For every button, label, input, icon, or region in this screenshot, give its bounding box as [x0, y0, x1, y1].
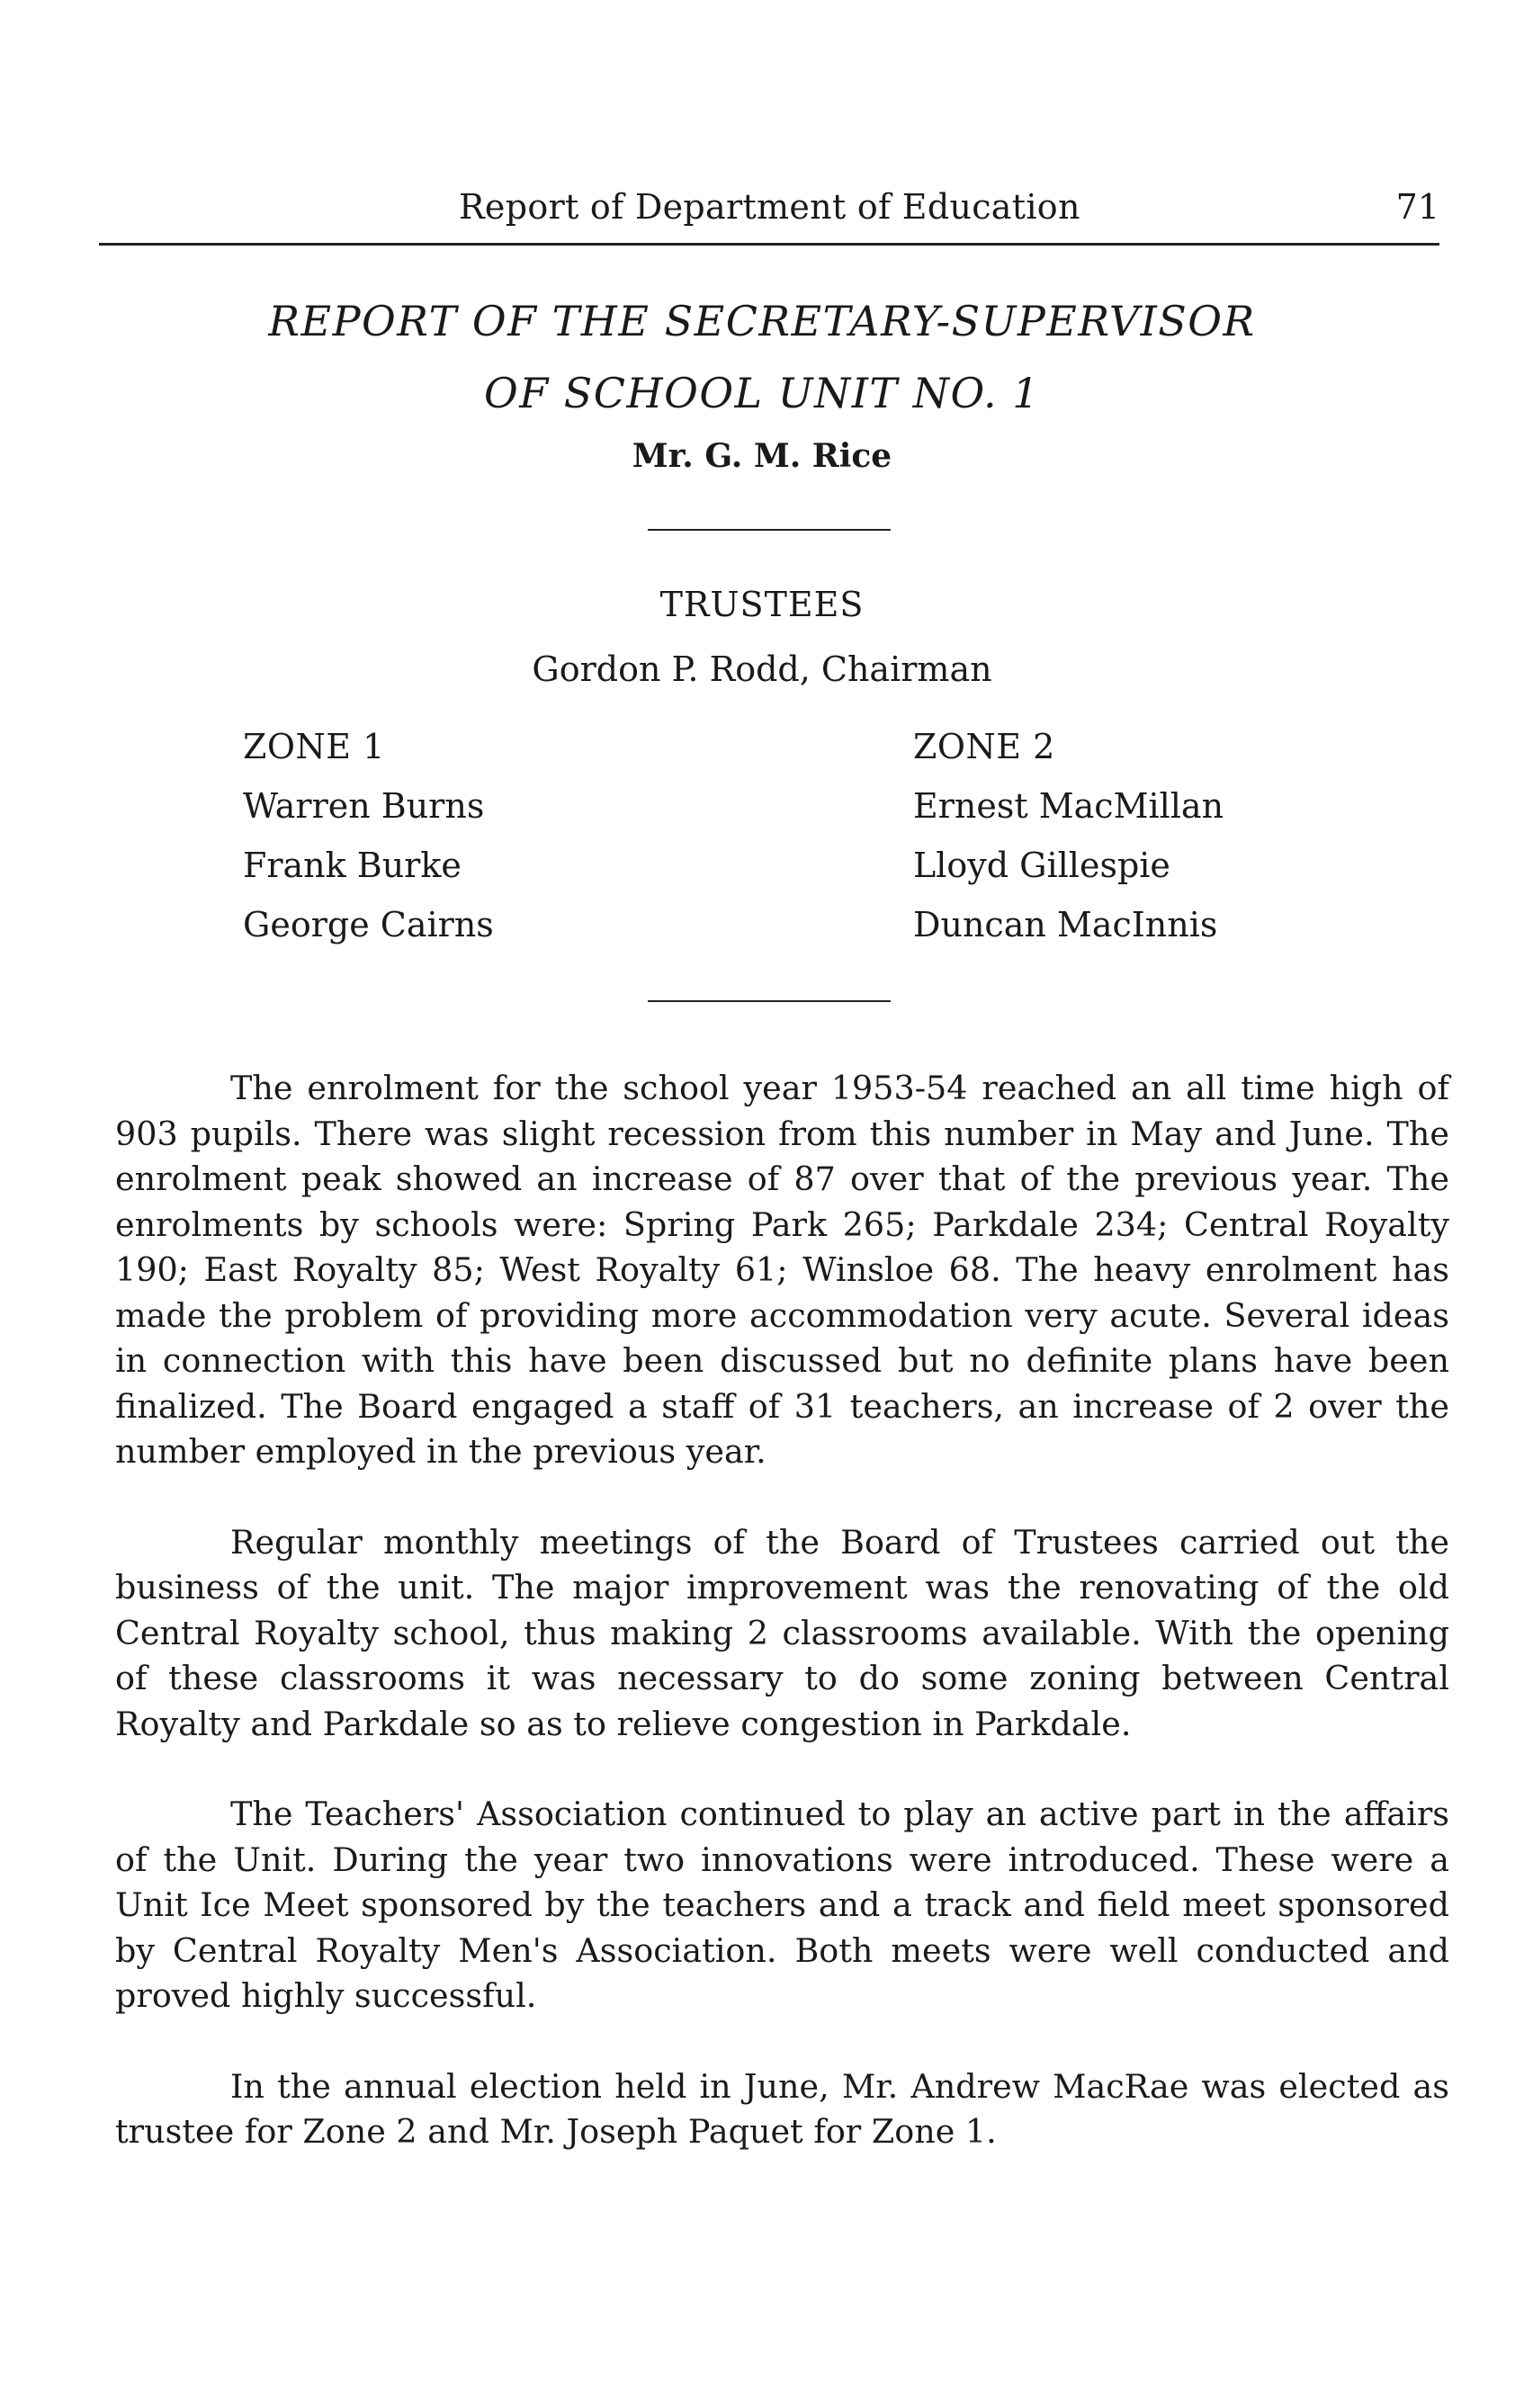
running-header — [99, 187, 1448, 237]
report-body — [115, 1066, 1449, 2200]
section-divider-top — [648, 529, 891, 531]
zone-member: Warren Burns — [243, 786, 485, 826]
trustees-chairman: Gordon P. Rodd, Chairman — [532, 649, 992, 689]
body-paragraph: Regular monthly meetings of the Board of Trustees carried out the business of the unit. The major improvement was the renovating of the old Central Royalty school, thus making 2 classrooms available. With the opening of these classrooms it was necessary to do some zoning between Central Royalty and Parkdale so as to relieve congestion in Parkdale. — [115, 1522, 1449, 1743]
section-divider-bottom — [648, 1000, 891, 1002]
page-number: 71 — [1395, 187, 1439, 227]
header-rule — [99, 243, 1439, 246]
zone-label: ZONE 2 — [913, 727, 1055, 766]
zone-member: Frank Burke — [243, 846, 462, 885]
report-author: Mr. G. M. Rice — [632, 437, 892, 475]
body-paragraph: In the annual election held in June, Mr. Andrew MacRae was elected as trustee for Zone 2 and Mr. Joseph Paquet for Zone 1. — [115, 2066, 1449, 2151]
body-paragraph: The enrolment for the school year 1953-54 reached an all time high of 903 pupils. There was slight recession from this number in May and June. The enrolment peak showed an increase of 87 over that of the previous year. The enrolments by schools were: Spring Park 265; Parkdale 234; Central Royalty 190; East Royalty 85; West Royalty 61; Winsloe 68. The heavy enrolment has made the problem of providing more accommodation very acute. Several ideas in connection with this have been discussed but no definite plans have been finalized. The Board engaged a staff of 31 teachers, an increase of 2 over the number employed in the previous year. — [115, 1069, 1449, 1471]
zone-member: Lloyd Gillespie — [913, 846, 1170, 885]
zone-member: Duncan MacInnis — [913, 905, 1218, 944]
zone-member: Ernest MacMillan — [913, 786, 1224, 826]
report-title-line-2: OF SCHOOL UNIT NO. 1 — [484, 369, 1040, 417]
zone-2-list — [913, 727, 1224, 964]
trustees-heading: TRUSTEES — [659, 585, 865, 624]
running-title: Report of Department of Education — [459, 187, 1080, 227]
zone-member: George Cairns — [243, 905, 494, 944]
zone-label: ZONE 1 — [243, 727, 385, 766]
report-title-line-1: REPORT OF THE SECRETARY-SUPERVISOR — [268, 297, 1256, 345]
zone-1-list — [243, 727, 494, 964]
body-paragraph: The Teachers' Association continued to play an active part in the affairs of the Unit. During the year two innovations were introduced. These were a Unit Ice Meet sponsored by the teachers and a track and field meet sponsored by Central Royalty Men's Association. Both meets were well conducted and proved highly successful. — [115, 1795, 1449, 2015]
